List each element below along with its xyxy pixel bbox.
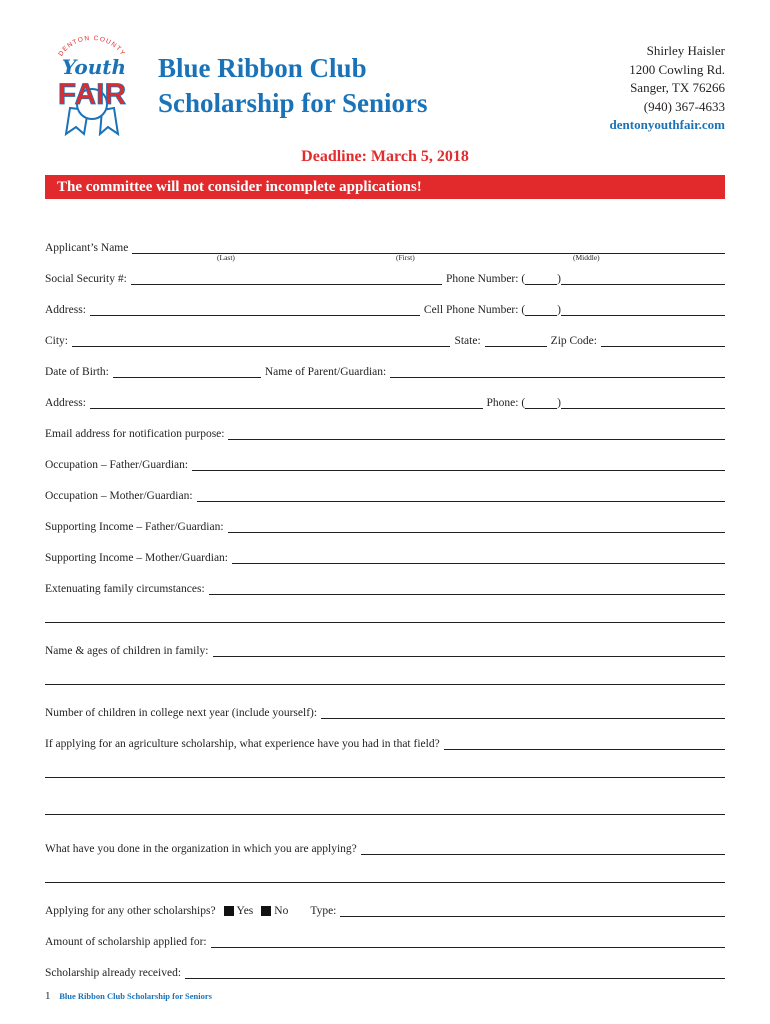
- dob-label: Date of Birth:: [45, 366, 109, 378]
- income-mother-label: Supporting Income – Mother/Guardian:: [45, 552, 229, 564]
- applicant-name-label: Applicant’s Name: [45, 242, 129, 254]
- state-label: State:: [454, 335, 481, 347]
- deadline-text: Deadline: March 5, 2018: [301, 148, 469, 165]
- agriculture-row: [45, 734, 725, 750]
- sub-last: (Last): [217, 253, 235, 262]
- children-field[interactable]: [213, 644, 725, 657]
- parent-address-field[interactable]: [90, 396, 483, 409]
- parent-area-field[interactable]: [525, 396, 557, 409]
- title-line-1: Blue Ribbon Club: [158, 53, 367, 83]
- organization-label: What have you done in the organization in which you are applying?: [45, 843, 357, 855]
- contact-city: Sanger, TX 76266: [630, 80, 725, 95]
- children-extra-line[interactable]: [45, 684, 725, 685]
- occupation-father-row: [45, 455, 725, 471]
- agriculture-extra-line-1[interactable]: [45, 777, 725, 778]
- cell-phone-field[interactable]: [561, 303, 725, 316]
- logo-fair: FAIR: [57, 78, 127, 111]
- dob-field[interactable]: [113, 365, 261, 378]
- city-field[interactable]: [72, 334, 450, 347]
- paren-close: ): [557, 304, 561, 316]
- parent-name-field[interactable]: [390, 365, 725, 378]
- address-row: [45, 300, 725, 316]
- received-label: Scholarship already received:: [45, 967, 182, 979]
- sub-first: (First): [396, 253, 415, 262]
- city-row: [45, 331, 725, 347]
- circumstances-field[interactable]: [209, 582, 725, 595]
- circumstances-extra-line[interactable]: [45, 622, 725, 623]
- other-scholarships-row: [45, 901, 725, 917]
- yes-checkbox[interactable]: [224, 906, 234, 916]
- amount-field[interactable]: [211, 935, 725, 948]
- type-label: Type:: [310, 905, 337, 917]
- footer-title: Blue Ribbon Club Scholarship for Seniors: [59, 991, 212, 1001]
- no-label: No: [274, 905, 289, 917]
- children-college-label: Number of children in college next year (include yourself):: [45, 707, 318, 719]
- income-mother-field[interactable]: [232, 551, 725, 564]
- page-number: 1: [45, 990, 51, 1002]
- income-father-field[interactable]: [228, 520, 725, 533]
- received-row: [45, 963, 725, 979]
- children-college-row: [45, 703, 725, 719]
- ssn-field[interactable]: [131, 272, 442, 285]
- circumstances-label: Extenuating family circumstances:: [45, 583, 205, 595]
- address-field[interactable]: [90, 303, 420, 316]
- city-label: City:: [45, 335, 69, 347]
- other-scholarships-label: Applying for any other scholarships?: [45, 905, 216, 917]
- dob-row: [45, 362, 725, 378]
- received-field[interactable]: [185, 966, 725, 979]
- ssn-row: [45, 269, 725, 285]
- phone-area-field[interactable]: [525, 272, 557, 285]
- yes-label: Yes: [236, 905, 254, 917]
- logo-youth: Youth: [61, 55, 127, 79]
- form-title: [158, 51, 428, 121]
- website-link[interactable]: dentonyouthfair.com: [609, 117, 725, 132]
- zip-label: Zip Code:: [550, 335, 597, 347]
- type-field[interactable]: [340, 904, 725, 917]
- warning-banner: The committee will not consider incomplete applications!: [45, 175, 725, 199]
- no-checkbox[interactable]: [261, 906, 271, 916]
- circumstances-row: [45, 579, 725, 595]
- organization-row: [45, 839, 725, 855]
- parent-address-label: Address:: [45, 397, 86, 409]
- ssn-label: Social Security #:: [45, 273, 127, 285]
- paren-close: ): [557, 397, 561, 409]
- email-row: [45, 424, 725, 440]
- children-row: [45, 641, 725, 657]
- organization-extra-line[interactable]: [45, 882, 725, 883]
- occupation-mother-label: Occupation – Mother/Guardian:: [45, 490, 193, 502]
- children-label: Name & ages of children in family:: [45, 645, 209, 657]
- phone-field[interactable]: [561, 272, 725, 285]
- youth-fair-logo: [44, 30, 140, 142]
- occupation-mother-row: [45, 486, 725, 502]
- cell-phone-label: Cell Phone Number: (: [423, 304, 526, 316]
- parent-name-label: Name of Parent/Guardian:: [264, 366, 387, 378]
- page-footer: [45, 990, 212, 1002]
- contact-name: Shirley Haisler: [646, 43, 725, 58]
- applicant-name-row: [45, 238, 725, 254]
- occupation-mother-field[interactable]: [197, 489, 725, 502]
- zip-field[interactable]: [601, 334, 725, 347]
- logo-arc-text: DENTON COUNTY: [57, 34, 127, 58]
- occupation-father-field[interactable]: [192, 458, 725, 471]
- occupation-father-label: Occupation – Father/Guardian:: [45, 459, 189, 471]
- amount-label: Amount of scholarship applied for:: [45, 936, 207, 948]
- email-label: Email address for notification purpose:: [45, 428, 225, 440]
- address-label: Address:: [45, 304, 86, 316]
- income-mother-row: [45, 548, 725, 564]
- state-field[interactable]: [485, 334, 547, 347]
- income-father-label: Supporting Income – Father/Guardian:: [45, 521, 224, 533]
- paren-close: ): [557, 273, 561, 285]
- amount-row: [45, 932, 725, 948]
- contact-block: [610, 42, 725, 135]
- parent-address-row: [45, 393, 725, 409]
- title-line-2: Scholarship for Seniors: [158, 88, 428, 118]
- agriculture-field[interactable]: [444, 737, 725, 750]
- agriculture-extra-line-2[interactable]: [45, 814, 725, 815]
- contact-phone: (940) 367-4633: [643, 98, 725, 114]
- parent-phone-label: Phone: (: [486, 397, 526, 409]
- email-field[interactable]: [228, 427, 725, 440]
- contact-street: 1200 Cowling Rd.: [629, 61, 725, 77]
- agriculture-label: If applying for an agriculture scholarship, what experience have you had in that field?: [45, 738, 440, 750]
- sub-middle: (Middle): [573, 253, 600, 262]
- cell-area-field[interactable]: [525, 303, 557, 316]
- organization-field[interactable]: [361, 842, 725, 855]
- income-father-row: [45, 517, 725, 533]
- children-college-field[interactable]: [321, 706, 725, 719]
- parent-phone-field[interactable]: [561, 396, 725, 409]
- phone-label: Phone Number: (: [445, 273, 526, 285]
